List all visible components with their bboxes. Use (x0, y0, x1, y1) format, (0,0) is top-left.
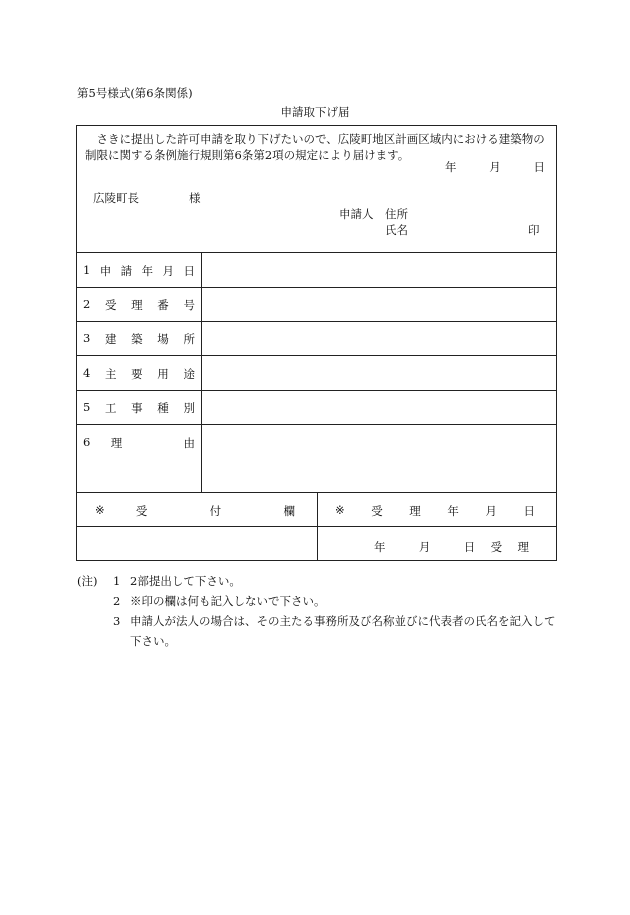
note-number: 3 (113, 614, 121, 628)
row-divider (77, 287, 556, 288)
label-column-divider (201, 252, 202, 492)
note-text: 2部提出して下さい。 (130, 574, 241, 588)
note-item (77, 611, 562, 651)
row-number: 5 (83, 400, 91, 414)
reception-column-divider (317, 492, 318, 561)
row-number: 2 (83, 297, 91, 311)
row-label-work-type: 5 工 事 種 別 (83, 400, 195, 415)
row-divider (77, 424, 556, 425)
date-year-label: 年 (445, 160, 457, 174)
document-title: 申請取下げ届 (280, 105, 350, 119)
note-number: 1 (113, 574, 121, 588)
form-number-label: 第5号様式(第6条関係) (77, 86, 193, 100)
intro-statement: さきに提出した許可申請を取り下げたいので、広陵町地区計画区域内における建築物の制限に関する条例施行規則第6条第2項の規定により届けます。 (85, 132, 545, 162)
notes-heading: (注) (77, 574, 98, 588)
row-divider (77, 390, 556, 391)
row-number: 6 (83, 435, 91, 449)
note-text: ※印の欄は何も記入しないで下さい。 (130, 594, 326, 608)
applicant-label: 申請人 (339, 207, 374, 221)
addressee: 広陵町長 (93, 191, 139, 205)
row-divider (77, 355, 556, 356)
row-label-main-use: 4 主 要 用 途 (83, 366, 195, 381)
date-month-label: 月 (489, 160, 501, 174)
note-number: 2 (113, 594, 121, 608)
row-label-construction-site: 3 建 築 場 所 (83, 331, 195, 346)
honorific: 様 (189, 191, 201, 205)
date-day-label: 日 (533, 160, 545, 174)
note-text: 申請人が法人の場合は、その主たる事務所及び名称並びに代表者の氏名を記入して下さい。 (130, 614, 556, 648)
row-divider (77, 321, 556, 322)
note-item (77, 571, 562, 591)
row-label-reason: 6 理 由 (83, 435, 195, 450)
row-label-application-date: 1 申 請 年 月 日 (83, 263, 195, 278)
name-label: 氏名 (385, 223, 408, 237)
form-frame (76, 125, 557, 561)
row-number: 3 (83, 331, 91, 345)
row-number: 1 (83, 263, 91, 277)
reception-column-header: ※ 受 付 欄 (95, 503, 295, 518)
row-label-receipt-number: 2 受 理 番 号 (83, 297, 195, 312)
row-number: 4 (83, 366, 91, 380)
submission-date (445, 159, 545, 175)
notes-section (77, 571, 562, 651)
row-divider (77, 252, 556, 253)
acceptance-date-header: ※ 受 理 年 月 日 (335, 503, 535, 518)
note-item (77, 591, 562, 611)
acceptance-date-field: 年 月 日 受 理 (374, 540, 529, 554)
address-label: 住所 (385, 207, 408, 221)
seal-mark: 印 (528, 223, 540, 237)
